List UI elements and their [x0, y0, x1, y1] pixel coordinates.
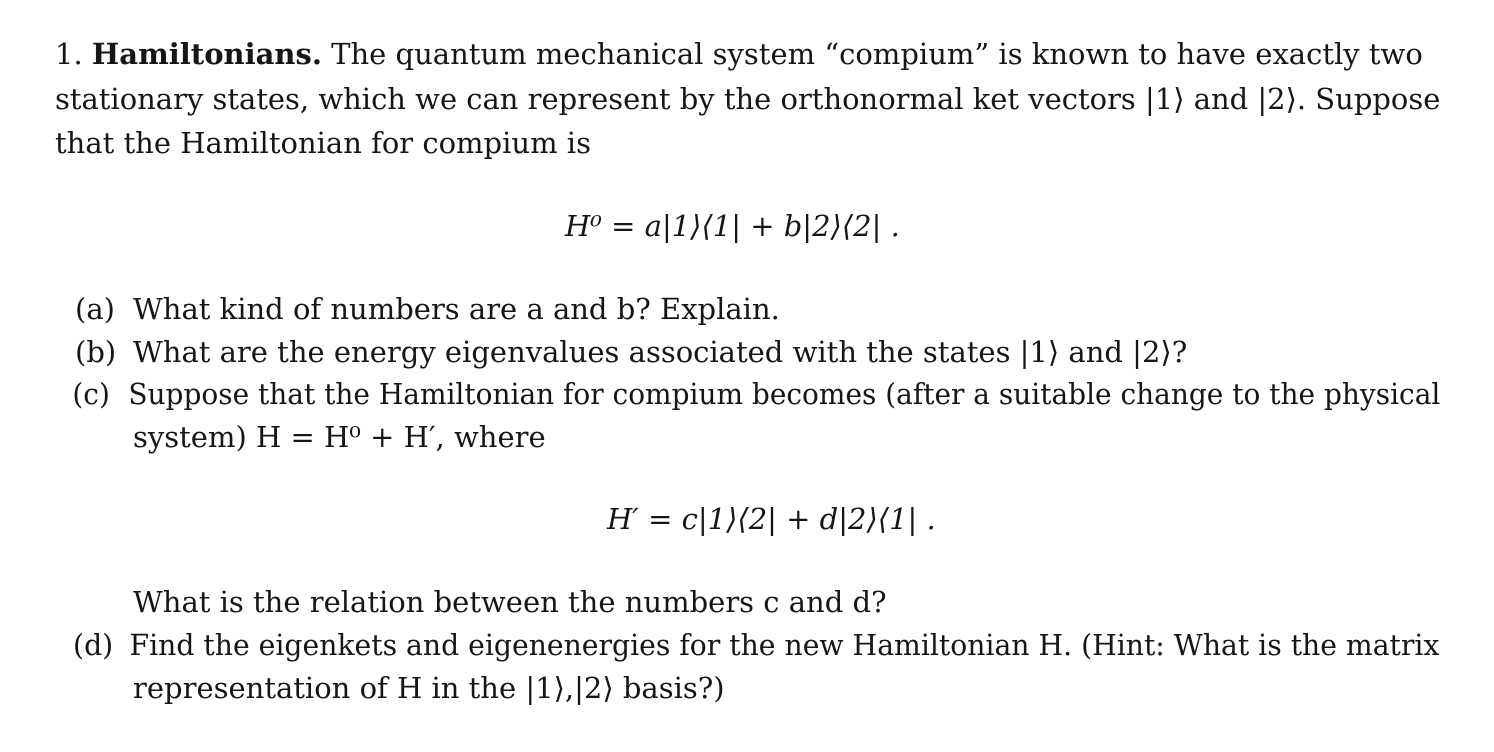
- part-c-label: (c): [72, 377, 110, 411]
- intro-line-1: [55, 37, 1425, 71]
- part-d-text-2: representation of H in the |1⟩,|2⟩ basis?): [133, 671, 725, 705]
- part-d-text-1: Find the eigenkets and eigenenergies for the new Hamiltonian H. (Hint: What is the matrix: [129, 628, 1440, 662]
- part-b-text: What are the energy eigenvalues associated with the states |1⟩ and |2⟩?: [133, 335, 1188, 369]
- part-d-line-2: [133, 671, 725, 705]
- intro-text-1: The quantum mechanical system “compium” is known to have exactly two: [331, 37, 1423, 71]
- part-c-text-1: Suppose that the Hamiltonian for compium becomes (after a suitable change to the physical: [128, 377, 1441, 411]
- intro-line-3: [55, 126, 591, 160]
- part-d-label: (d): [73, 628, 114, 662]
- intro-text-2: stationary states, which we can represent by the orthonormal ket vectors |1⟩ and |2⟩. Suppose: [55, 82, 1441, 116]
- part-b-label: (b): [75, 335, 117, 369]
- intro-line-2: [55, 82, 1441, 116]
- part-c-line-2: [133, 420, 546, 454]
- problem-title: Hamiltonians.: [91, 37, 322, 71]
- part-a-label: (a): [75, 292, 115, 326]
- equation-h0: H⁰ = a|1⟩⟨1| + b|2⟩⟨2| .: [565, 209, 900, 243]
- part-c-followup: What is the relation between the numbers c and d?: [133, 585, 887, 619]
- equation-h-prime: H′ = c|1⟩⟨2| + d|2⟩⟨1| .: [607, 502, 936, 536]
- problem-number: 1.: [55, 37, 83, 71]
- intro-text-3: that the Hamiltonian for compium is: [55, 126, 591, 160]
- part-a-text: What kind of numbers are a and b? Explain.: [133, 292, 780, 326]
- part-c-text-2: system) H = H⁰ + H′, where: [133, 420, 546, 454]
